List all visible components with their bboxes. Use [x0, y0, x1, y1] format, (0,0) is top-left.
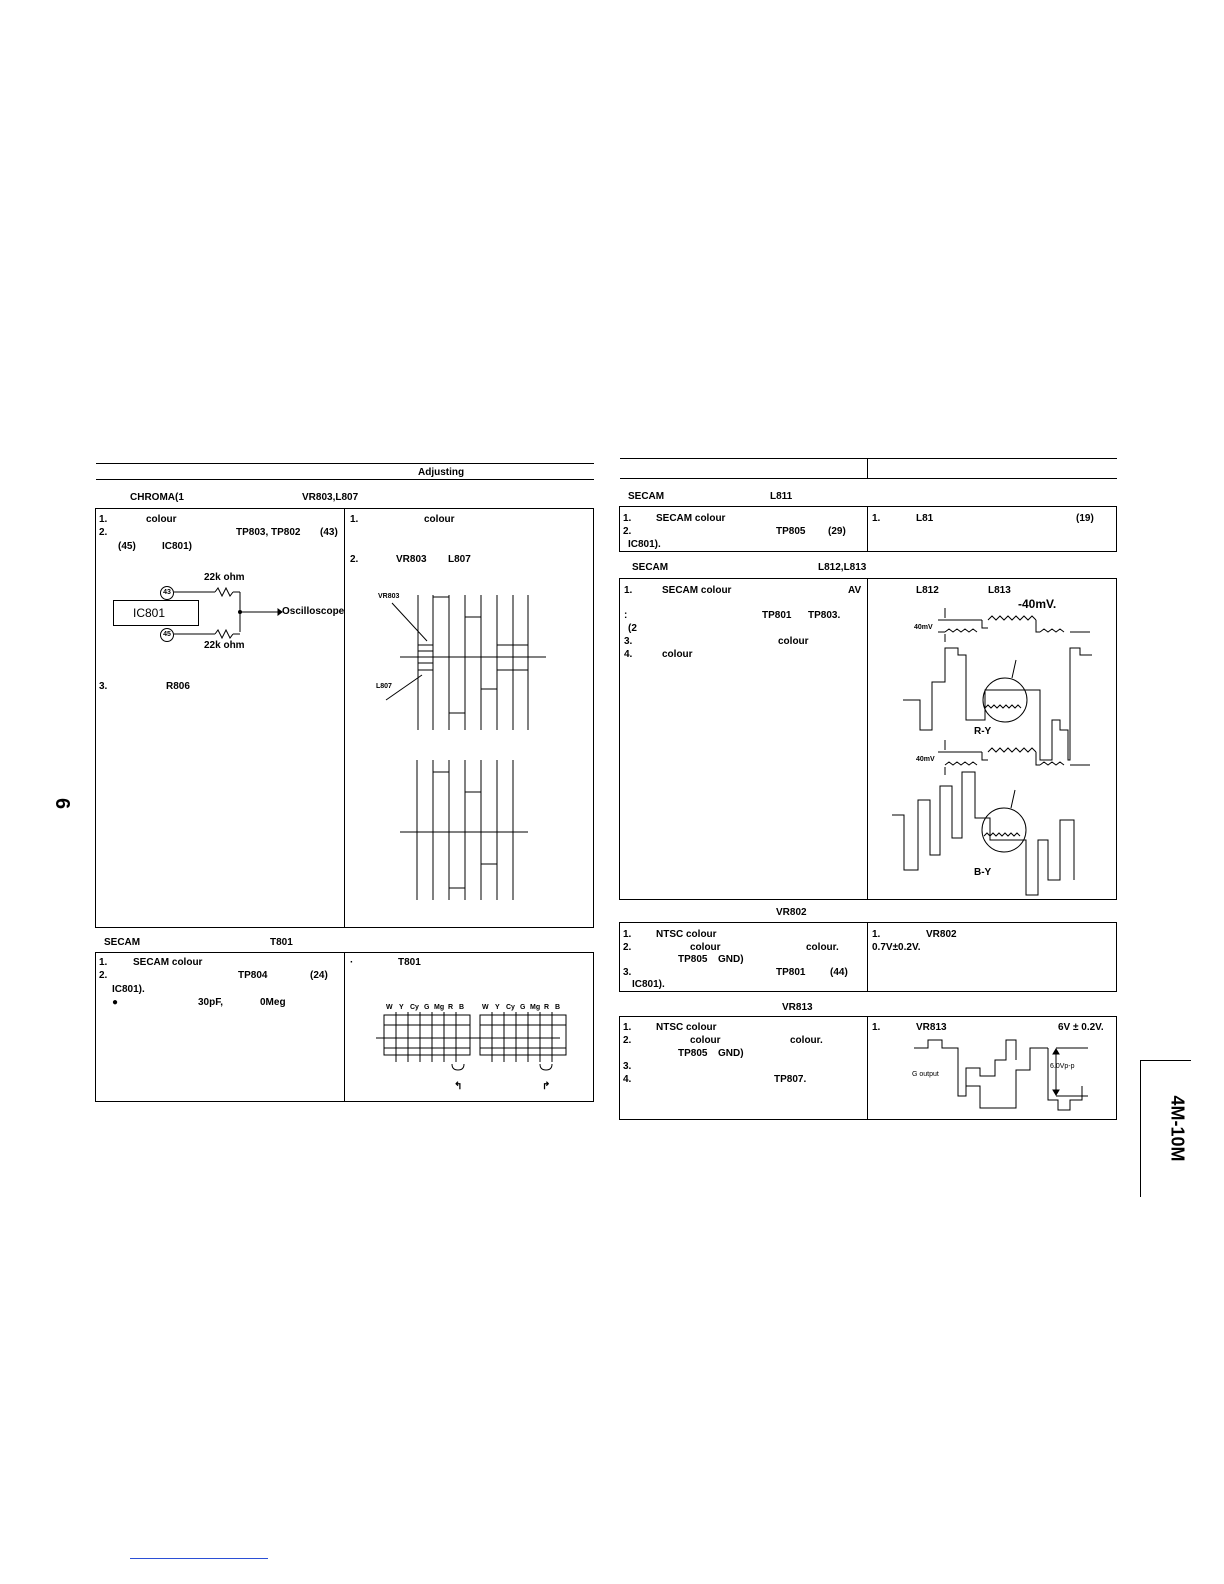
chroma-adjust2-num: 2.: [350, 554, 359, 565]
chroma-step2-num: 2.: [99, 527, 108, 538]
vr813-adjust1-num: 1.: [872, 1022, 881, 1033]
secam-l811-step1-num: 1.: [623, 513, 632, 524]
vr813-step1-text: NTSC colour: [656, 1022, 717, 1033]
secam-t801-step2-pin: (24): [310, 970, 328, 981]
vr802-step1-num: 1.: [623, 929, 632, 940]
chroma-adjust2-part2: L807: [448, 554, 471, 565]
secam-l812-step2-tp2: TP803.: [808, 610, 841, 621]
vr802-step2-text2: colour.: [806, 942, 839, 953]
model-label: 4M-10M: [1167, 1095, 1188, 1162]
chroma-wave-label-vr803: VR803: [378, 593, 400, 600]
secam-l812-step1-num: 1.: [624, 585, 633, 596]
secam-l812-step2-tp1: TP801: [762, 610, 792, 621]
vr813-step2b-tp: TP805: [678, 1048, 708, 1059]
circuit-pin-43: 43: [160, 586, 174, 600]
secam-t801-title: SECAM: [104, 937, 141, 948]
vr802-adjust1-part: VR802: [926, 929, 957, 940]
chroma-step1-num: 1.: [99, 514, 108, 525]
chroma-step2-tp: TP803, TP802: [236, 527, 301, 538]
vr813-adjust1-value: 6V ± 0.2V.: [1058, 1022, 1104, 1033]
secam-l812-part: L812,L813: [818, 562, 867, 573]
chroma-adjust2-part1: VR803: [396, 554, 427, 565]
bar-label-r-1: R: [448, 1004, 454, 1011]
secam-t801-part: T801: [270, 937, 293, 948]
vr813-g-output-label: G output: [912, 1071, 939, 1078]
vr802-step2-text: colour: [690, 942, 721, 953]
vr813-step4-tp: TP807.: [774, 1074, 807, 1085]
secam-l811-adjust1-num: 1.: [872, 513, 881, 524]
vr813-step2-num: 2.: [623, 1035, 632, 1046]
secam-l812-step2b: (2: [628, 623, 637, 634]
chroma-step2b-pin: (45): [118, 541, 136, 552]
bar-label-y-2: Y: [495, 1004, 500, 1011]
circuit-oscilloscope-label: Oscilloscope: [282, 606, 345, 617]
secam-l811-step2b-ic: IC801).: [628, 539, 661, 550]
bar-label-cy-1: Cy: [410, 1004, 419, 1011]
chroma-title: CHROMA(1: [130, 492, 184, 503]
secam-l812-adjust-l812: L812: [916, 585, 939, 596]
chroma-parts: VR803,L807: [302, 492, 359, 503]
vr802-step2b-tp: TP805: [678, 954, 708, 965]
secam-l812-by-label: B-Y: [974, 867, 992, 878]
secam-l812-step4-text: colour: [662, 649, 693, 660]
secam-l812-step4-num: 4.: [624, 649, 633, 660]
circuit-resistor-top-label: 22k ohm: [204, 572, 245, 583]
vr802-step2-num: 2.: [623, 942, 632, 953]
bar-label-r-2: R: [544, 1004, 550, 1011]
secam-l812-ry-label: R-Y: [974, 726, 992, 737]
circuit-ic-label: IC801: [133, 606, 166, 620]
vr802-step3-pin: (44): [830, 967, 848, 978]
secam-l812-title: SECAM: [632, 562, 669, 573]
vr813-step2-text: colour: [690, 1035, 721, 1046]
secam-t801-step2-num: 2.: [99, 970, 108, 981]
bar-label-cy-2: Cy: [506, 1004, 515, 1011]
bar-label-mg-1: Mg: [434, 1004, 445, 1011]
bottom-link-underline: [130, 1558, 268, 1559]
secam-l812-step1-av: AV: [848, 585, 862, 596]
chroma-step3-num: 3.: [99, 681, 108, 692]
secam-l812-step2-num: :: [624, 610, 628, 621]
vr802-step3b-ic: IC801).: [632, 979, 665, 990]
secam-t801-arrow-1: ↰: [454, 1081, 463, 1092]
vr802-part: VR802: [776, 907, 807, 918]
vr802-step1-text: NTSC colour: [656, 929, 717, 940]
secam-t801-bullet: ●: [112, 997, 119, 1008]
vr813-step4-num: 4.: [623, 1074, 632, 1085]
bar-label-g-1: G: [424, 1004, 430, 1011]
secam-t801-step2-tp: TP804: [238, 970, 268, 981]
secam-t801-bullet-meg: 0Meg: [260, 997, 286, 1008]
vr813-step3-num: 3.: [623, 1061, 632, 1072]
left-header-adjusting: Adjusting: [418, 467, 465, 478]
secam-l811-part: L811: [770, 491, 793, 502]
chroma-wave-label-l807: L807: [376, 683, 392, 690]
bar-label-w-2: W: [482, 1004, 489, 1011]
vr802-step3-tp: TP801: [776, 967, 806, 978]
secam-l811-adjust1-pin: (19): [1076, 513, 1094, 524]
vr802-step3-num: 3.: [623, 967, 632, 978]
secam-l811-title: SECAM: [628, 491, 665, 502]
secam-l812-step1-text: SECAM colour: [662, 585, 732, 596]
chroma-step3-text: R806: [166, 681, 190, 692]
bar-label-y-1: Y: [399, 1004, 404, 1011]
vr813-adjust1-part: VR813: [916, 1022, 947, 1033]
secam-l812-step3-text: colour: [778, 636, 809, 647]
vr802-adjust1-value: 0.7V±0.2V.: [872, 942, 921, 953]
bar-label-mg-2: Mg: [530, 1004, 541, 1011]
secam-l812-adjust-mv: -40mV.: [1018, 597, 1057, 611]
secam-l811-adjust1-text: L81: [916, 513, 934, 524]
secam-t801-bullet-cap: 30pF,: [198, 997, 224, 1008]
bar-label-b-1: B: [459, 1004, 465, 1011]
vr813-step2b-gnd: GND): [718, 1048, 744, 1059]
secam-l812-adjust-l813: L813: [988, 585, 1011, 596]
vr813-vpp-label: 6.0Vp-p: [1050, 1063, 1075, 1070]
circuit-resistor-bottom-label: 22k ohm: [204, 640, 245, 651]
secam-l812-40mv-bottom: 40mV: [916, 756, 935, 763]
circuit-pin-45: 45: [160, 628, 174, 642]
vr813-part: VR813: [782, 1002, 813, 1013]
vr813-step2-text2: colour.: [790, 1035, 823, 1046]
bar-label-b-2: B: [555, 1004, 561, 1011]
vr802-adjust1-num: 1.: [872, 929, 881, 940]
vr802-step2b-gnd: GND): [718, 954, 744, 965]
secam-l812-step3-num: 3.: [624, 636, 633, 647]
secam-t801-step1-num: 1.: [99, 957, 108, 968]
chroma-step2b-ic: IC801): [162, 541, 193, 552]
chroma-adjust1-text: colour: [424, 514, 455, 525]
secam-l812-40mv-top: 40mV: [914, 624, 933, 631]
secam-l811-step2-num: 2.: [623, 526, 632, 537]
bar-label-w-1: W: [386, 1004, 393, 1011]
secam-t801-adjust-dot: ·: [350, 957, 354, 968]
chroma-step2-pin: (43): [320, 527, 338, 538]
chroma-step1-text: colour: [146, 514, 177, 525]
secam-l811-step2-pin: (29): [828, 526, 846, 537]
secam-l811-step1-text: SECAM colour: [656, 513, 726, 524]
secam-l811-step2-tp: TP805: [776, 526, 806, 537]
secam-t801-step1-text: SECAM colour: [133, 957, 203, 968]
chroma-adjust1-num: 1.: [350, 514, 359, 525]
bar-label-g-2: G: [520, 1004, 526, 1011]
vr813-step1-num: 1.: [623, 1022, 632, 1033]
page-number: 6: [51, 797, 74, 810]
secam-t801-step2b-ic: IC801).: [112, 984, 145, 995]
secam-t801-adjust-part: T801: [398, 957, 421, 968]
secam-t801-arrow-2: ↱: [542, 1081, 551, 1092]
